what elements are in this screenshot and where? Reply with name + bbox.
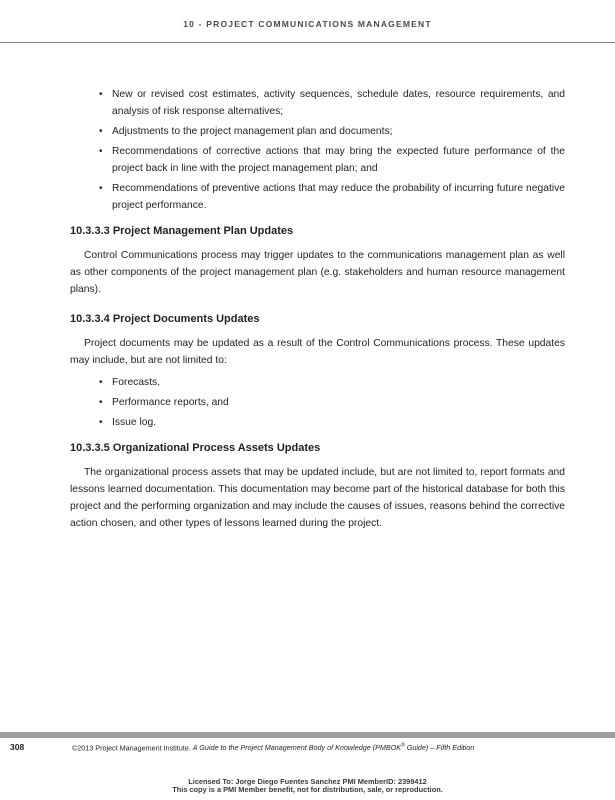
section-heading: 10.3.3.4 Project Documents Updates (70, 313, 260, 325)
page-content (70, 86, 565, 532)
bullet-icon: • (99, 89, 103, 100)
bullet-icon: • (99, 417, 103, 428)
list-item: • Issue log. (112, 414, 565, 431)
footer-divider (0, 732, 615, 738)
list-item: • Recommendations of corrective actions that may bring the expected future performance of the project back in line with the project management plan; and (112, 143, 565, 177)
section-paragraph: The organizational process assets that may be updated include, but are not limited to, report formats and lessons learned documentation. This documentation may become part of the historical database for both this project and the performing organization and may include the causes of issues, reasons behind the corrective action chosen, and other types of lessons learned during the project. (70, 467, 565, 529)
license-line: This copy is a PMI Member benefit, not for distribution, sale, or reproduction. (172, 785, 443, 794)
page-header (0, 0, 615, 43)
section-heading: 10.3.3.3 Project Management Plan Updates (70, 225, 294, 237)
section-paragraph: Control Communications process may trigger updates to the communications management plan as well as other components of the project management plan (e.g. stakeholders and human resource management plans). (70, 250, 565, 295)
bullet-icon: • (99, 183, 103, 194)
section-paragraph: Project documents may be updated as a result of the Control Communications process. These updates may include, but are not limited to: (70, 338, 565, 366)
footer-copyright: ©2013 Project Management Institute. A Guide to the Project Management Body of Knowledge (PMBOK® Guide) – Fifth Edition (72, 743, 475, 753)
bullet-icon: • (99, 377, 103, 388)
bullet-icon: • (99, 126, 103, 137)
list-item: • New or revised cost estimates, activity sequences, schedule dates, resource requirements, and analysis of risk response alternatives; (112, 86, 565, 120)
running-title: 10 - PROJECT COMMUNICATIONS MANAGEMENT (183, 19, 432, 29)
list-item: • Recommendations of preventive actions that may reduce the probability of incurring future negative project performance. (112, 180, 565, 214)
bullet-icon: • (99, 397, 103, 408)
license-notice (0, 778, 615, 794)
intro-bullet-list (70, 86, 565, 214)
license-line: Licensed To: Jorge Diego Fuentes Sanchez PMI MemberID: 2399412 (188, 777, 427, 786)
list-item: • Performance reports, and (112, 394, 565, 411)
section-heading: 10.3.3.5 Organizational Process Assets Updates (70, 442, 321, 454)
list-item: • Forecasts, (112, 374, 565, 391)
list-item: • Adjustments to the project management plan and documents; (112, 123, 565, 140)
page-number: 308 (10, 742, 25, 752)
bullet-icon: • (99, 146, 103, 157)
documents-bullet-list (70, 374, 565, 431)
